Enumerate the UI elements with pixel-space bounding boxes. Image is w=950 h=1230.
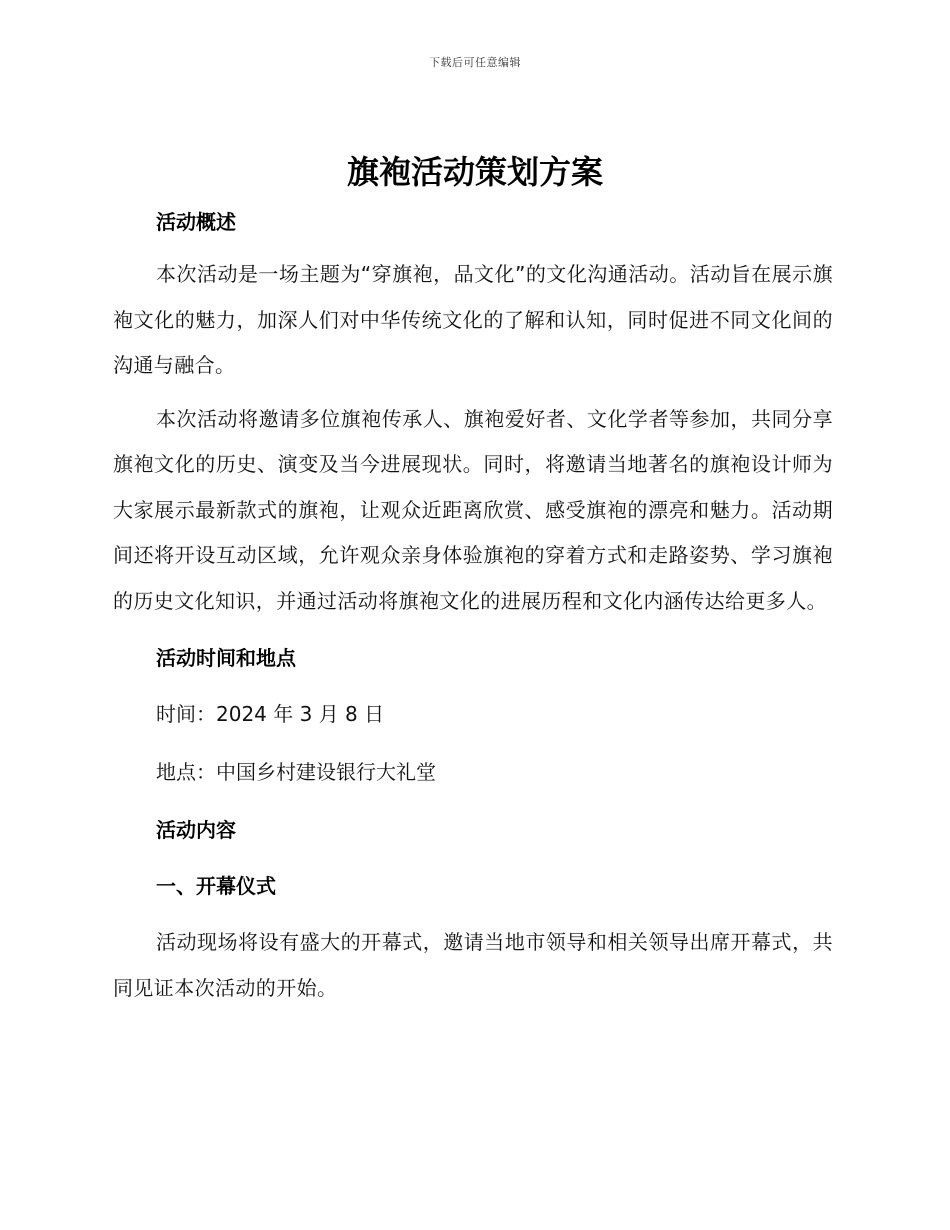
header-note: 下载后可任意编辑 <box>429 56 521 69</box>
document-title: 旗袍活动策划方案 <box>346 153 603 191</box>
document-body <box>113 200 833 1011</box>
opening-paragraph: 活动现场将设有盛大的开幕式，邀请当地市领导和相关领导出席开幕式，共同见证本次活动的开始。 <box>113 930 833 1000</box>
section-heading-overview: 活动概述 <box>156 210 236 234</box>
subsection-heading-opening: 一、开幕仪式 <box>156 874 276 898</box>
section-heading-time-place: 活动时间和地点 <box>156 646 296 670</box>
overview-paragraph-1: 本次活动是一场主题为“穿旗袍，品文化”的文化沟通活动。活动旨在展示旗袍文化的魅力，加深人们对中华传统文化的了解和认知，同时促进不同文化间的沟通与融合。 <box>113 262 833 377</box>
overview-paragraph-2: 本次活动将邀请多位旗袍传承人、旗袍爱好者、文化学者等参加，共同分享旗袍文化的历史、演变及当今进展现状。同时，将邀请当地著名的旗袍设计师为大家展示最新款式的旗袍，让观众近距离欣赏、感受旗袍的漂亮和魅力。活动期间还将开设互动区域，允许观众亲身体验旗袍的穿着方式和走路姿势、学习旗袍的历史文化知识，并通过活动将旗袍文化的进展历程和文化内涵传达给更多人。 <box>113 406 833 613</box>
event-place: 地点：中国乡村建设银行大礼堂 <box>156 760 436 784</box>
section-heading-content: 活动内容 <box>156 818 236 842</box>
event-time: 时间：2024 年 3 月 8 日 <box>156 702 385 726</box>
